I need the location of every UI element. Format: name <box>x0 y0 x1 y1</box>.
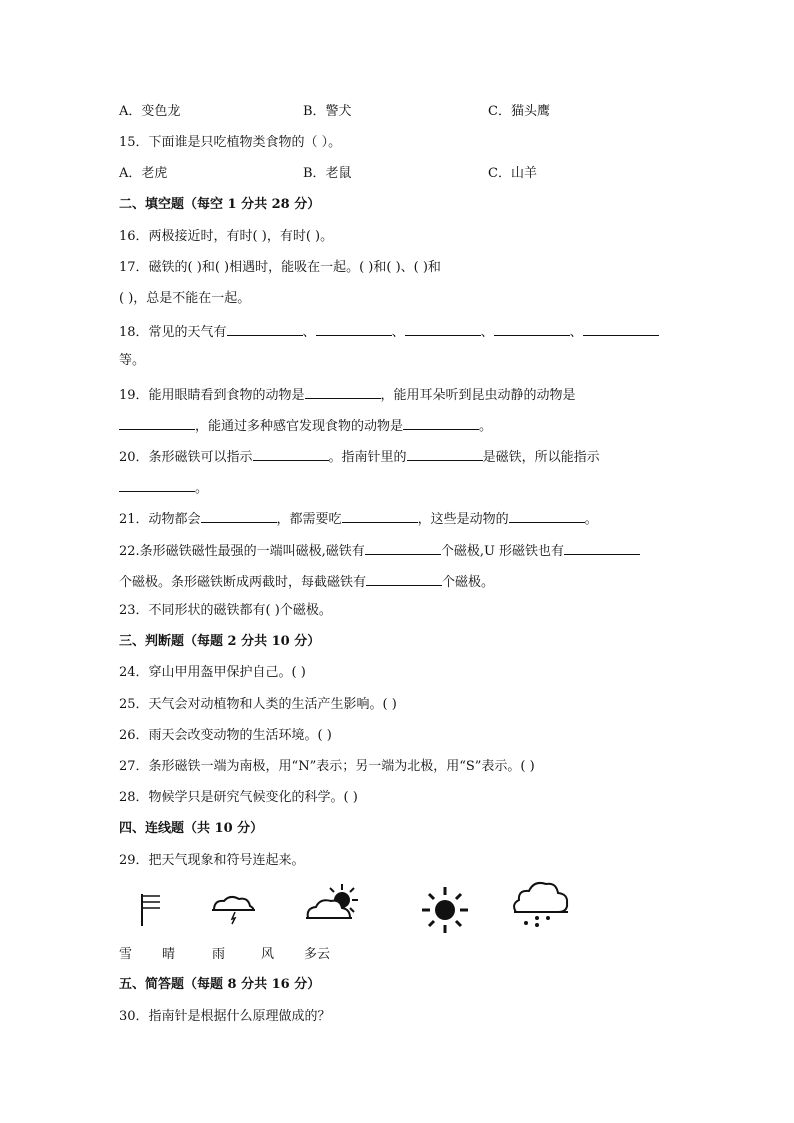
weather-label-rain: 雨 <box>212 947 226 962</box>
q17-line1: 17．磁铁的( )和( )相遇时，能吸在一起。( )和( )、( )和 <box>119 260 441 275</box>
q24-text: 24．穿山甲用盔甲保护自己。( ) <box>119 665 306 680</box>
q20-line1: 20．条形磁铁可以指示 。指南针里的 是磁铁，所以能指示 <box>119 446 600 467</box>
q22-blank <box>365 540 441 555</box>
q27-text: 27．条形磁铁一端为南极，用“N”表示；另一端为北极，用“S”表示。( ) <box>119 759 535 774</box>
q20-line2: 。 <box>119 477 208 498</box>
q18-blank <box>494 321 570 336</box>
weather-label-snow: 雪 <box>119 947 133 962</box>
q30-text: 30．指南针是根据什么原理做成的？ <box>119 1009 331 1024</box>
q22-line1: 22.条形磁铁磁性最强的一端叫磁极,磁铁有 个磁极,U 形磁铁也有 <box>119 540 640 561</box>
q19-blank <box>305 384 381 399</box>
section-title-matching: 四、连线题（共 10 分） <box>119 821 264 836</box>
q20-blank <box>253 446 329 461</box>
q15-option-b: B．老鼠 <box>303 166 352 181</box>
snow-cloud-icon <box>510 878 572 930</box>
q18-prefix: 18．常见的天气有 <box>119 325 227 340</box>
q16-text: 16．两极接近时，有时( )，有时( )。 <box>119 229 334 244</box>
q21-blank <box>201 508 277 523</box>
section-title-short-answer: 五、简答题（每题 8 分共 16 分） <box>119 977 321 992</box>
q15-text: 15．下面谁是只吃植物类食物的（ ）。 <box>119 135 342 150</box>
q19-blank <box>119 415 195 430</box>
section-title-fill-in: 二、填空题（每空 1 分共 28 分） <box>119 197 321 212</box>
q18-blank <box>316 321 392 336</box>
q18-blank <box>405 321 481 336</box>
q22-blank <box>564 540 640 555</box>
q21-blank <box>342 508 418 523</box>
q21-text: 21．动物都会 ，都需要吃 ，这些是动物的 。 <box>119 508 598 529</box>
q18-blank <box>227 321 303 336</box>
q18-line1: 18．常见的天气有 、 、 、 、 <box>119 321 659 342</box>
sun-icon <box>420 885 470 935</box>
q22-line2: 个磁极。条形磁铁断成两截时，每截磁铁有 个磁极。 <box>119 571 494 592</box>
q23-text: 23．不同形状的磁铁都有( )个磁极。 <box>119 603 332 618</box>
weather-label-cloudy: 多云 <box>304 947 331 962</box>
q19-line1: 19．能用眼睛看到食物的动物是 ，能用耳朵听到昆虫动静的动物是 <box>119 384 576 405</box>
q22-blank <box>366 571 442 586</box>
q19-blank <box>403 415 479 430</box>
q14-option-c: C．猫头鹰 <box>488 104 550 119</box>
q20-blank <box>407 446 483 461</box>
q15-option-c: C．山羊 <box>488 166 537 181</box>
weather-label-sunny: 晴 <box>162 947 176 962</box>
rain-cloud-icon <box>208 892 258 928</box>
q29-text: 29．把天气现象和符号连起来。 <box>119 853 305 868</box>
q17-line2: ( )，总是不能在一起。 <box>119 291 251 306</box>
wind-flag-icon <box>136 890 166 930</box>
q20-blank <box>119 477 195 492</box>
q25-text: 25．天气会对动植物和人类的生活产生影响。( ) <box>119 697 397 712</box>
q26-text: 26．雨天会改变动物的生活环境。( ) <box>119 728 332 743</box>
section-title-true-false: 三、判断题（每题 2 分共 10 分） <box>119 634 321 649</box>
q14-option-a: A．变色龙 <box>119 104 181 119</box>
q28-text: 28．物候学只是研究气候变化的科学。( ) <box>119 790 358 805</box>
q19-line2: ，能通过多种感官发现食物的动物是 。 <box>119 415 492 436</box>
q21-blank <box>509 508 585 523</box>
q18-end: 等。 <box>119 353 146 368</box>
q18-blank <box>583 321 659 336</box>
partly-cloudy-icon <box>304 882 364 924</box>
q14-option-b: B．警犬 <box>303 104 352 119</box>
weather-label-wind: 风 <box>261 947 275 962</box>
q15-option-a: A．老虎 <box>119 166 168 181</box>
